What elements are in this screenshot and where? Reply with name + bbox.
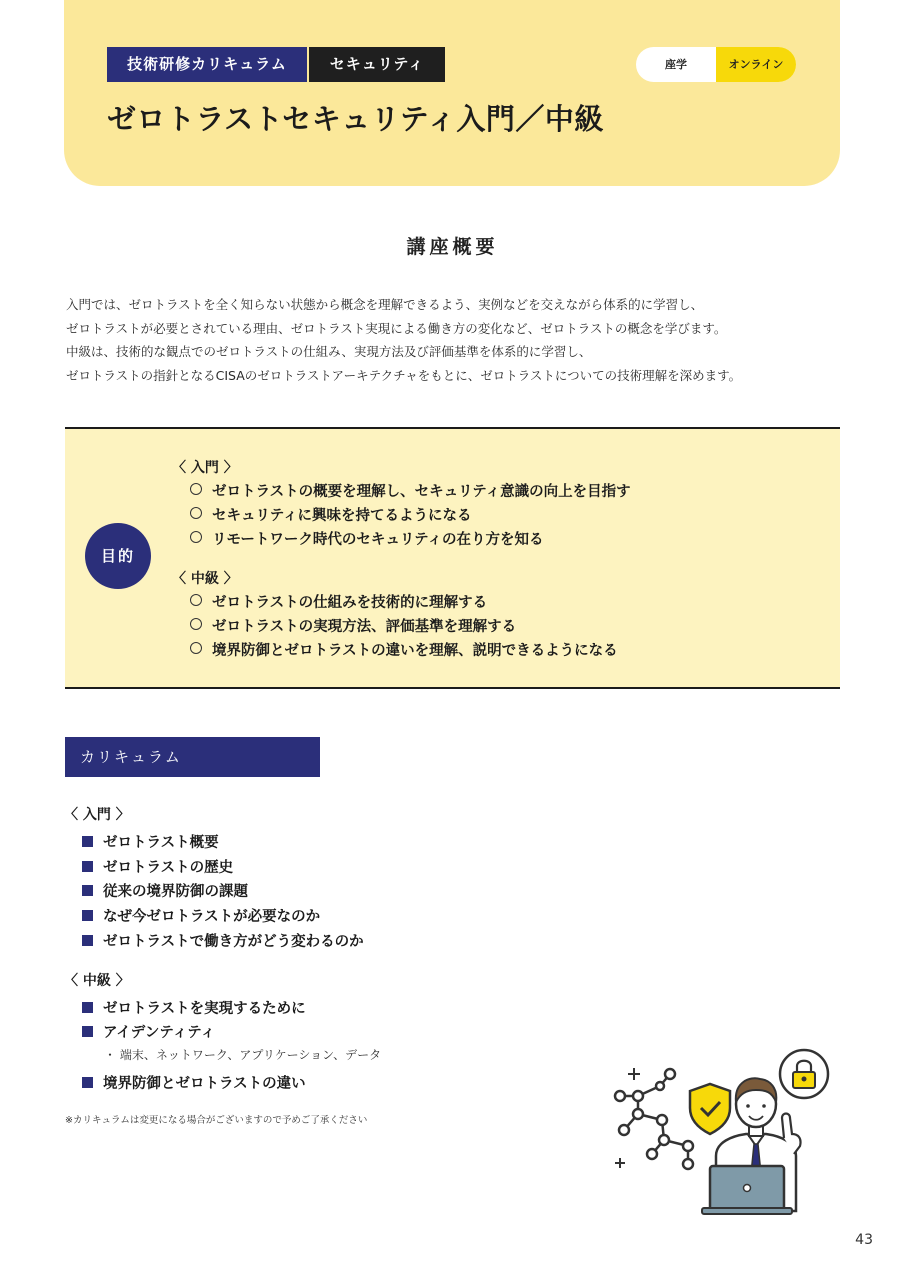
square-bullet-icon <box>82 1002 93 1013</box>
curriculum-footnote: ※カリキュラムは変更になる場合がございますので予めご了承ください <box>65 1115 368 1126</box>
shield-check-icon <box>690 1084 730 1134</box>
curriculum-item <box>82 1021 215 1042</box>
overview-text <box>66 293 856 387</box>
goal-item <box>190 528 543 549</box>
purpose-badge: 目的 <box>85 523 151 589</box>
curriculum-item-text: アイデンティティ <box>103 1025 216 1041</box>
sub-category-tag: セキュリティ <box>309 47 445 82</box>
curriculum-item <box>82 856 233 877</box>
goal-text: ゼロトラストの仕組みを技術的に理解する <box>212 595 488 611</box>
delivery-mode-pill <box>636 47 796 82</box>
purpose-mid-label: 〈 中級 〉 <box>172 571 238 587</box>
goal-item <box>190 591 487 612</box>
circle-bullet-icon <box>190 507 202 519</box>
curriculum-item <box>82 997 306 1018</box>
curriculum-item-text: 従来の境界防御の課題 <box>103 884 248 900</box>
square-bullet-icon <box>82 935 93 946</box>
goal-text: リモートワーク時代のセキュリティの在り方を知る <box>212 532 544 548</box>
curriculum-subitem: ・ 端末、ネットワーク、アプリケーション、データ <box>104 1048 382 1062</box>
page-title: ゼロトラストセキュリティ入門／中級 <box>107 102 604 136</box>
laptop-icon <box>702 1166 792 1214</box>
purpose-intro-label: 〈 入門 〉 <box>172 460 238 476</box>
curriculum-heading: カリキュラム <box>65 737 320 777</box>
curriculum-item-text: なぜ今ゼロトラストが必要なのか <box>103 909 321 925</box>
curriculum-item-text: ゼロトラストの歴史 <box>103 860 234 876</box>
overview-line: 中級は、技術的な観点でのゼロトラストの仕組み、実現方法及び評価基準を体系的に学習し、 <box>66 344 592 359</box>
goal-item <box>190 480 631 501</box>
curriculum-item-text: ゼロトラストで働き方がどう変わるのか <box>103 934 364 950</box>
goal-item <box>190 615 516 636</box>
overview-heading: 講座概要 <box>406 236 499 258</box>
goal-item <box>190 639 618 660</box>
square-bullet-icon <box>82 1077 93 1088</box>
square-bullet-icon <box>82 910 93 921</box>
curriculum-item <box>82 880 248 901</box>
security-engineer-illustration <box>606 1046 836 1216</box>
square-bullet-icon <box>82 1026 93 1037</box>
curriculum-item <box>82 905 320 926</box>
goal-item <box>190 504 472 525</box>
curriculum-item-text: ゼロトラストを実現するために <box>103 1001 306 1017</box>
circle-bullet-icon <box>190 531 202 543</box>
overview-line: ゼロトラストの指針となるCISAのゼロトラストアーキテクチャをもとに、ゼロトラストについての技術理解を深めます。 <box>66 367 742 383</box>
curriculum-item-text: 境界防御とゼロトラストの違い <box>103 1076 306 1092</box>
circle-bullet-icon <box>190 618 202 630</box>
curriculum-item <box>82 831 219 852</box>
category-tag: 技術研修カリキュラム <box>107 47 307 82</box>
lock-icon <box>780 1050 828 1098</box>
square-bullet-icon <box>82 885 93 896</box>
curriculum-item-text: ゼロトラスト概要 <box>103 835 219 851</box>
overview-line: ゼロトラストが必要とされている理由、ゼロトラスト実現による働き方の変化など、ゼロトラストの概念を学びます。 <box>66 320 727 336</box>
network-nodes-icon <box>615 1069 693 1169</box>
page-number: 43 <box>855 1232 873 1248</box>
curriculum-item <box>82 930 364 951</box>
goal-text: 境界防御とゼロトラストの違いを理解、説明できるようになる <box>212 643 618 659</box>
square-bullet-icon <box>82 836 93 847</box>
goal-text: ゼロトラストの概要を理解し、セキュリティ意識の向上を目指す <box>212 484 631 500</box>
goal-text: セキュリティに興味を持てるようになる <box>212 508 472 524</box>
mode-online: オンライン <box>716 47 796 82</box>
curriculum-mid-label: 〈 中級 〉 <box>64 973 130 989</box>
square-bullet-icon <box>82 861 93 872</box>
curriculum-intro-label: 〈 入門 〉 <box>64 807 130 823</box>
header-band <box>64 0 840 186</box>
mode-offline: 座学 <box>665 58 687 71</box>
overview-line: 入門では、ゼロトラストを全く知らない状態から概念を理解できるよう、実例などを交えながら体系的に学習し、 <box>66 297 704 312</box>
circle-bullet-icon <box>190 594 202 606</box>
curriculum-item <box>82 1072 306 1093</box>
goal-text: ゼロトラストの実現方法、評価基準を理解する <box>212 619 517 635</box>
circle-bullet-icon <box>190 642 202 654</box>
circle-bullet-icon <box>190 483 202 495</box>
